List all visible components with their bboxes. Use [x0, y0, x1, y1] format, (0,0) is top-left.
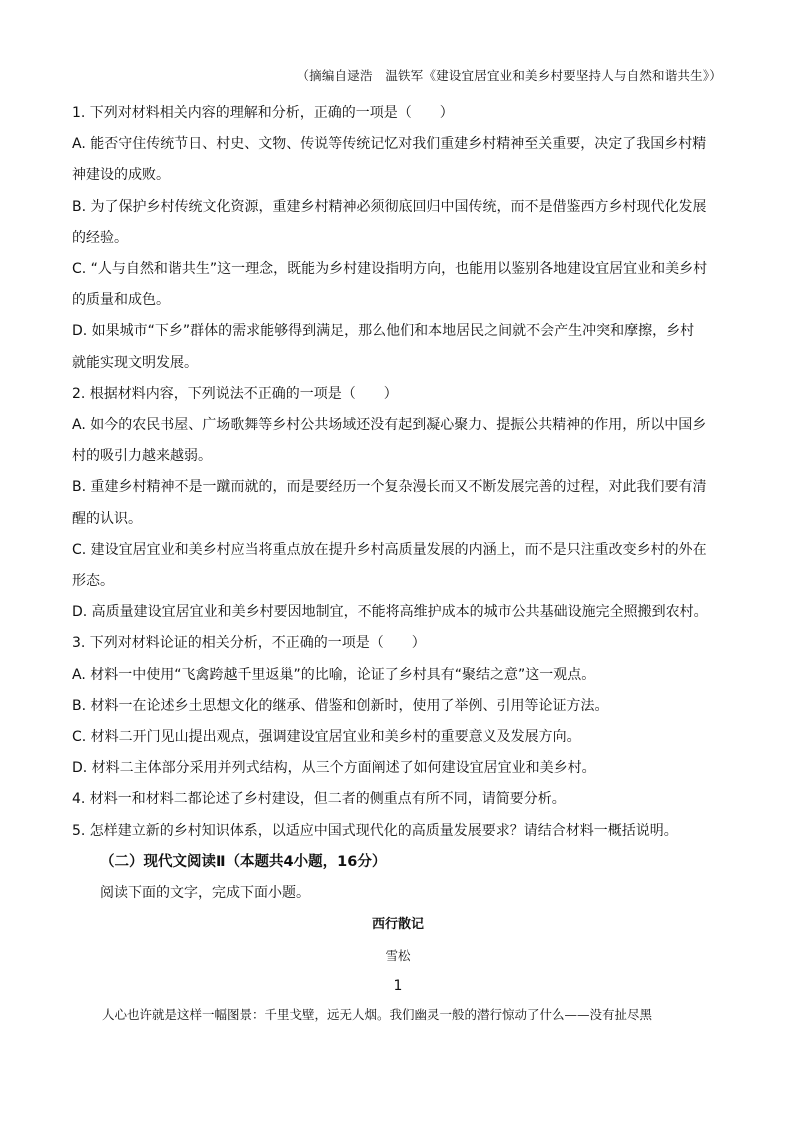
question-content: [72, 98, 724, 1028]
section-heading: （二）现代文阅读Ⅱ（本题共4小题，16分）: [100, 853, 387, 870]
article-first-line: 人心也许就是这样一幅图景：千里戈壁，远无人烟。我们幽灵一般的潜行惊动了什么——没有扯尽黑: [102, 1006, 653, 1022]
question-1-stem: 1. 下列对材料相关内容的理解和分析，正确的一项是（ ）: [72, 105, 454, 121]
source-citation: （摘编自逯浩 温铁军《建设宜居宜业和美乡村要坚持人与自然和谐共生》）: [296, 68, 722, 83]
reading-instruction: 阅读下面的文字，完成下面小题。: [100, 884, 310, 901]
question-1-option-a: A. 能否守住传统节日、村史、文物、传说等传统记忆对我们重建乡村精神至关重要，决定了我国乡村精: [72, 136, 707, 153]
question-1-option-c: C. “人与自然和谐共生”这一理念，既能为乡村建设指明方向，也能用以鉴别各地建设宜居宜业和美乡村: [72, 261, 708, 278]
article-title: 西行散记: [371, 916, 424, 932]
question-1-option-a-cont: 神建设的成败。: [72, 167, 170, 184]
question-4-stem: 4. 材料一和材料二都论述了乡村建设，但二者的侧重点有所不同，请简要分析。: [72, 791, 566, 808]
question-3-option-c: C. 材料二开门见山提出观点，强调建设宜居宜业和美乡村的重要意义及发展方向。: [72, 729, 581, 746]
question-3-option-b: B. 材料一在论述乡土思想文化的继承、借鉴和创新时，使用了举例、引用等论证方法。: [72, 697, 609, 714]
question-2-option-a: A. 如今的农民书屋、广场歌舞等乡村公共场域还没有起到凝心聚力、提振公共精神的作用，所以中国乡: [72, 417, 707, 434]
question-3-option-a: A. 材料一中使用“飞禽跨越千里返巢”的比喻，论证了乡村具有“聚结之意”这一观点。: [72, 666, 596, 683]
question-2-stem: 2. 根据材料内容，下列说法不正确的一项是（ ）: [72, 385, 398, 402]
question-1-option-d: D. 如果城市“下乡”群体的需求能够得到满足，那么他们和本地居民之间就不会产生冲突和摩擦，乡村: [72, 323, 695, 340]
article-section-number: 1: [393, 977, 403, 994]
question-3-stem: 3. 下列对材料论证的相关分析，不正确的一项是（ ）: [72, 635, 426, 652]
question-2-option-c: C. 建设宜居宜业和美乡村应当将重点放在提升乡村高质量发展的内涵上，而不是只注重改变乡村的外在: [72, 541, 707, 558]
question-2-option-c-cont: 形态。: [72, 573, 114, 590]
question-3-option-d: D. 材料二主体部分采用并列式结构，从三个方面阐述了如何建设宜居宜业和美乡村。: [72, 760, 596, 777]
question-1-option-d-cont: 就能实现文明发展。: [72, 354, 198, 371]
question-2-option-d: D. 高质量建设宜居宜业和美乡村要因地制宜，不能将高维护成本的城市公共基础设施完全照搬到农村。: [72, 604, 708, 621]
question-2-option-b: B. 重建乡村精神不是一蹴而就的，而是要经历一个复杂漫长而又不断发展完善的过程，对此我们要有清: [72, 479, 707, 496]
question-1-option-b-cont: 的经验。: [72, 229, 128, 246]
question-2-option-b-cont: 醒的认识。: [72, 510, 142, 527]
article-author: 雪松: [385, 947, 411, 963]
question-5-stem: 5. 怎样建立新的乡村知识体系，以适应中国式现代化的高质量发展要求？请结合材料一概括说明。: [72, 822, 678, 839]
question-2-option-a-cont: 村的吸引力越来越弱。: [72, 448, 212, 465]
question-1-option-c-cont: 的质量和成色。: [72, 292, 170, 309]
question-1-option-b: B. 为了保护乡村传统文化资源，重建乡村精神必须彻底回归中国传统，而不是借鉴西方乡村现代化发展: [72, 198, 707, 215]
